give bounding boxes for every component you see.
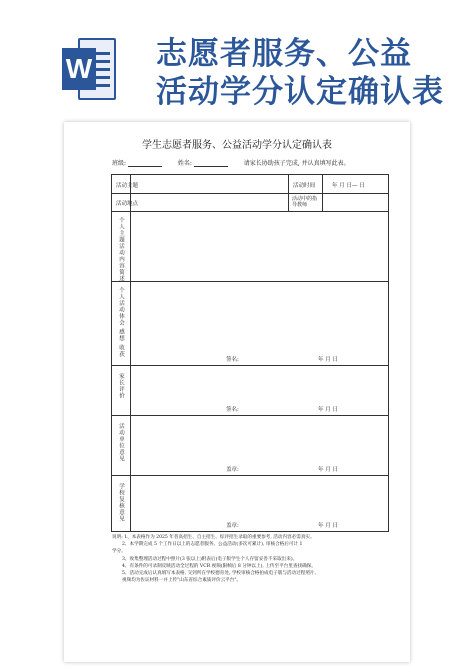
- confirmation-table: [111, 174, 389, 532]
- banner: [0, 0, 474, 110]
- school-stamp: 盖章:: [226, 523, 239, 529]
- activity-place-label: 活动地点: [116, 201, 139, 207]
- section-reflection: 个人活动体会 感想 收获: [118, 287, 124, 358]
- instruction-text: 请家长协助孩子完成, 并认真填写此表。: [243, 160, 350, 167]
- section-unit-opinion: 活动单位意见: [118, 423, 124, 462]
- note-line: 5、活动完成后认真填写本表格, 交到所在学校德育处, 学校审核合格拍成电子版与活动过程照片、: [122, 571, 320, 577]
- unit-stamp: 盖章:: [226, 467, 239, 473]
- reflection-signature: 签名:: [226, 357, 239, 363]
- class-label: 班级:: [112, 160, 127, 167]
- banner-title-line2: 活动学分认定确认表: [156, 74, 444, 110]
- note-line: 视频均为佐证材料一并上传"山东省综合素质评价云平台"。: [122, 578, 242, 584]
- note-line: 4、有条件的可录制反映活动全过程的 VCR 视频(限帧后 8 分钟以上), 上传至平台里查找确保。: [122, 563, 316, 569]
- note-line: 3、收集整理活动过程中照片(3 张以上)附表后(电子版学生个人存留妥善不采取出来)。: [122, 556, 298, 562]
- unit-date: 年 月 日: [318, 467, 338, 473]
- name-blank[interactable]: [194, 160, 228, 167]
- note-line: 2、本学期完成 5 个工作日以上的志愿者服务、公益活动(多次可累计), 审核合格后可计 1: [122, 542, 303, 548]
- notes: [112, 534, 394, 584]
- parent-signature: 签名:: [226, 407, 239, 413]
- note-line: 说明: 1、本表格作为 2025 年普高招生、自主招生、综评招生录取的重要参考, 活动内容必需真实。: [112, 535, 315, 540]
- section-activity-summary: 个人主题活动内容简述: [118, 217, 124, 282]
- word-document-icon: [62, 38, 118, 100]
- banner-title-line1: 志愿者服务、公益: [156, 36, 412, 72]
- school-date: 年 月 日: [318, 523, 338, 529]
- info-row: [112, 158, 350, 167]
- document-title: 学生志愿者服务、公益活动学分认定确认表: [142, 140, 332, 151]
- word-letter: W: [62, 48, 96, 90]
- activity-topic-label: 活动主题: [116, 183, 139, 189]
- name-label: 姓名:: [177, 160, 192, 167]
- section-parent-evaluation: 家长评价: [118, 373, 124, 399]
- document-page: [64, 122, 410, 662]
- reflection-date: 年 月 日: [318, 357, 338, 363]
- note-line: 学分。: [112, 549, 126, 555]
- class-blank[interactable]: [128, 160, 162, 167]
- guide-teacher-label: 活动中的指导教师: [292, 196, 318, 208]
- activity-time-label: 活动时间: [293, 183, 316, 189]
- section-school-review: 学校复核意见: [118, 483, 124, 522]
- activity-time-value: 年 月 日— 日: [332, 183, 365, 189]
- parent-date: 年 月 日: [318, 407, 338, 413]
